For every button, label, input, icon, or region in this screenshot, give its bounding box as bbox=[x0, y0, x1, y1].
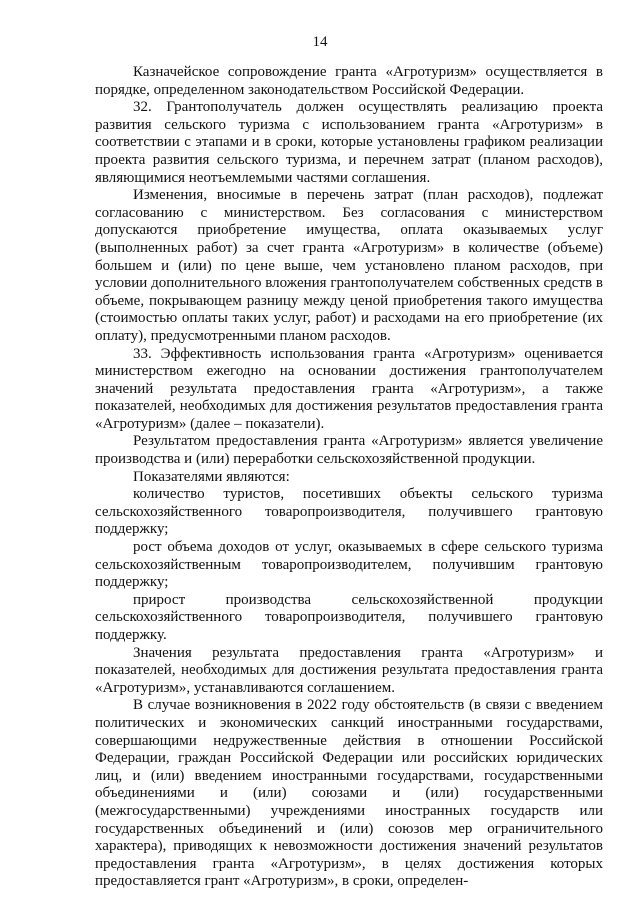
paragraph-indicator-tourists: количество туристов, посетивших объекты сельского туризма сельскохозяйственного товаропроизводителя, получившего грантовую поддержку; bbox=[95, 486, 603, 538]
paragraph-indicators-intro: Показателями являются: bbox=[133, 468, 290, 485]
page-number: 14 bbox=[312, 34, 328, 50]
paragraph-values-agreement: Значения результата предоставления гранта «Агротуризм» и показателей, необходимых для достижения результата предоставления гранта «Агротуризм», устанавливаются соглашением. bbox=[95, 644, 603, 696]
paragraph-treasury-support: Казначейское сопровождение гранта «Агротуризм» осуществляется в порядке, определенном законодательством Российской Федерации. bbox=[95, 64, 603, 98]
document-body bbox=[95, 64, 603, 891]
paragraph-indicator-production: прирост производства сельскохозяйственной продукции сельскохозяйственного товаропроизводителя, получившего грантовую поддержку. bbox=[95, 591, 603, 643]
paragraph-32-project-implementation: 32. Грантополучатель должен осуществлять реализацию проекта развития сельского туризма с использованием гранта «Агротуризм» в соответствии с этапами и в сроки, которые установлены графиком реализации проекта развития сельского туризма, и перечнем затрат (планом расходов), являющимися неотъемлемыми частями соглашения. bbox=[95, 99, 603, 186]
paragraph-33-efficiency: 33. Эффективность использования гранта «Агротуризм» оценивается министерством ежегодно на основании достижения грантополучателем значений результата предоставления гранта «Агротуризм», а также показателей, необходимых для достижения результатов предоставления гранта «Агротуризм» (далее – показатели). bbox=[95, 345, 603, 432]
paragraph-sanctions-circumstances: В случае возникновения в 2022 году обстоятельств (в связи с введением политических и экономических санкций иностранными государствами, совершающими недружественные действия в отношении Российской Федерации, граждан Российской Федерации или российских юридических лиц, и (или) введением иностранными государствами, государственными объединениями и (или) союзами и (или) государственными (межгосударственными) учреждениями иностранных государств или государственных объединений и (или) союзов мер ограничительного характера), приводящих к невозможности достижения значений результатов предоставления гранта «Агротуризм», в целях достижения которых предоставляется грант «Агротуризм», в сроки, определен- bbox=[95, 697, 603, 890]
paragraph-grant-result: Результатом предоставления гранта «Агротуризм» является увеличение производства и (или) переработки сельскохозяйственной продукции. bbox=[95, 433, 603, 468]
paragraph-indicator-income: рост объема доходов от услуг, оказываемых в сфере сельского туризма сельскохозяйственным товаропроизводителем, получившим грантовую поддержку; bbox=[95, 539, 603, 591]
paragraph-cost-changes: Изменения, вносимые в перечень затрат (план расходов), подлежат согласованию с министерством. Без согласования с министерством допускаются приобретение имущества, оплата оказываемых услуг (выполненных работ) за счет гранта «Агротуризм» в количестве (объеме) большем и (или) по цене выше, чем установлено планом расходов, при условии дополнительного вложения грантополучателем собственных средств в объеме, покрывающем разницу между ценой приобретения такого имущества (стоимостью оплаты таких услуг, работ) и расходами на его приобретение (их оплату), предусмотренными планом расходов. bbox=[95, 187, 603, 344]
